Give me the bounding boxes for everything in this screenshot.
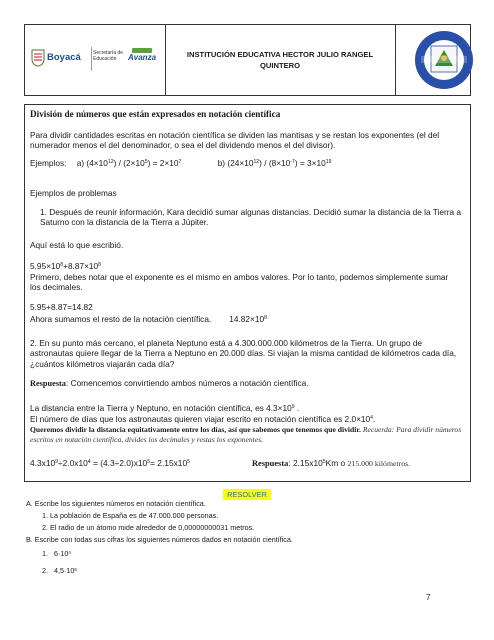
avanza-logo: Avanza bbox=[128, 48, 158, 70]
institution-title: INSTITUCIÓN EDUCATIVA HECTOR JULIO RANGEL QUINTERO bbox=[186, 50, 374, 70]
final-label: Respuesta bbox=[252, 459, 289, 468]
examples-line bbox=[30, 158, 331, 168]
respuesta-line: Respuesta: Comencemos convirtiendo ambos números a notación científica. bbox=[30, 378, 309, 388]
task-b: B. Escribe con todas sus cifras los siguientes números dados en notación científica. bbox=[26, 535, 293, 544]
task-a: A. Escribe los siguientes números en notación científica. bbox=[26, 499, 206, 508]
days-line: El número de días que los astronautas quieren viajar escrito en notación científica es $2.0\times 10^4$. bbox=[30, 414, 376, 424]
task-a2: 2. El radio de un átomo mide alrededor de 0,00000000031 metros. bbox=[42, 523, 255, 532]
institution-seal-icon bbox=[413, 28, 475, 92]
section-title: División de números que están expresados en notación científica bbox=[30, 109, 281, 119]
document-header bbox=[24, 24, 471, 96]
intro-paragraph: Para dividir cantidades escritas en notación científica se dividen las mantisas y se restan los exponentes (el del numerador menos el del denominador, o sea el del dividendo menos el del divisor). bbox=[30, 130, 440, 151]
final-answer: Respuesta: $2.15x10^5Km$ o 215.000 kilómetros. bbox=[252, 458, 411, 468]
resolver-heading: RESOLVER bbox=[223, 489, 271, 500]
example-b: b) $(24\times 10^{12}) / (8\times 10^{-7}) = 3\times 10^{19}$ bbox=[217, 158, 332, 168]
examples-label: Ejemplos: bbox=[30, 158, 67, 168]
calculation-line: $4.3x10^9\div 2.0x10^4 = (4.3\div 2.0)x10^5= 2.15x10^5$ bbox=[30, 458, 191, 468]
boyaca-shield-icon bbox=[31, 49, 45, 67]
sum-line: 5.95+8.87=14.82 bbox=[30, 302, 93, 312]
recuerda-note: Recuerda: Para dividir números escritos en notación científica, divides los decimales y restas los exponentes. bbox=[30, 425, 462, 444]
example-a: a) $(4\times 10^{12}) / (2\times 10^5) = 2\times 10^7$ bbox=[76, 158, 182, 168]
page-number: 7 bbox=[426, 593, 431, 602]
task-b2: 2. $4,5\cdot 10^6$ bbox=[42, 566, 77, 575]
equation-1: $5.95\times 10^8+8.87\times 10^8$ bbox=[30, 261, 102, 271]
divide-bold: Queremos dividir la distancia equitativamente entre los días, así que sabemos que tenemos que dividir. bbox=[30, 425, 361, 434]
task-b1: 1. $6\cdot 10^4$ bbox=[42, 549, 71, 558]
distance-line: La distancia entre la Tierra y Neptuno, en notación científica, es $4.3\times 10^9$ . bbox=[30, 403, 300, 413]
wrote-label: Aquí está lo que escribió. bbox=[30, 240, 124, 250]
divide-paragraph bbox=[30, 425, 470, 444]
problem-1: 1. Después de reunir información, Kara decidió sumar algunas distancias. Decidió sumar la distancia de la Tierra a Saturno con la distancia de la Tierra a Júpiter. bbox=[40, 207, 462, 228]
logo-boyaca-text: Boyacá bbox=[47, 52, 81, 63]
title-cell bbox=[165, 25, 396, 95]
problem-2: 2. En su punto más cercano, el planeta Neptuno está a 4.300.000.000 kilómetros de la Tierra. Un grupo de astronautas quiere llegar de la Tierra a Neptuno en 20.000 días. Si viajan la misma cantidad de kilómetros cada día, ¿cuántos kilómetros viajarán cada día? bbox=[30, 338, 457, 369]
respuesta-label: Respuesta bbox=[30, 379, 66, 388]
logo-secretaria-text: Secretaría de Educación bbox=[93, 50, 124, 62]
notice-paragraph: Primero, debes notar que el exponente es el mismo en ambos valores. Por lo tanto, podemos simplemente sumar los decimales. bbox=[30, 272, 449, 293]
rest-line: Ahora sumamos el resto de la notación científica. $14.82\times 10^8$ bbox=[30, 314, 267, 324]
logo-divider bbox=[91, 47, 92, 71]
logos-cell bbox=[25, 25, 166, 95]
problems-heading: Ejemplos de problemas bbox=[30, 188, 117, 198]
rest-result: $14.82\times 10^8$ bbox=[229, 314, 267, 324]
task-a1: 1. La población de España es de 47.000.000 personas. bbox=[42, 511, 219, 520]
